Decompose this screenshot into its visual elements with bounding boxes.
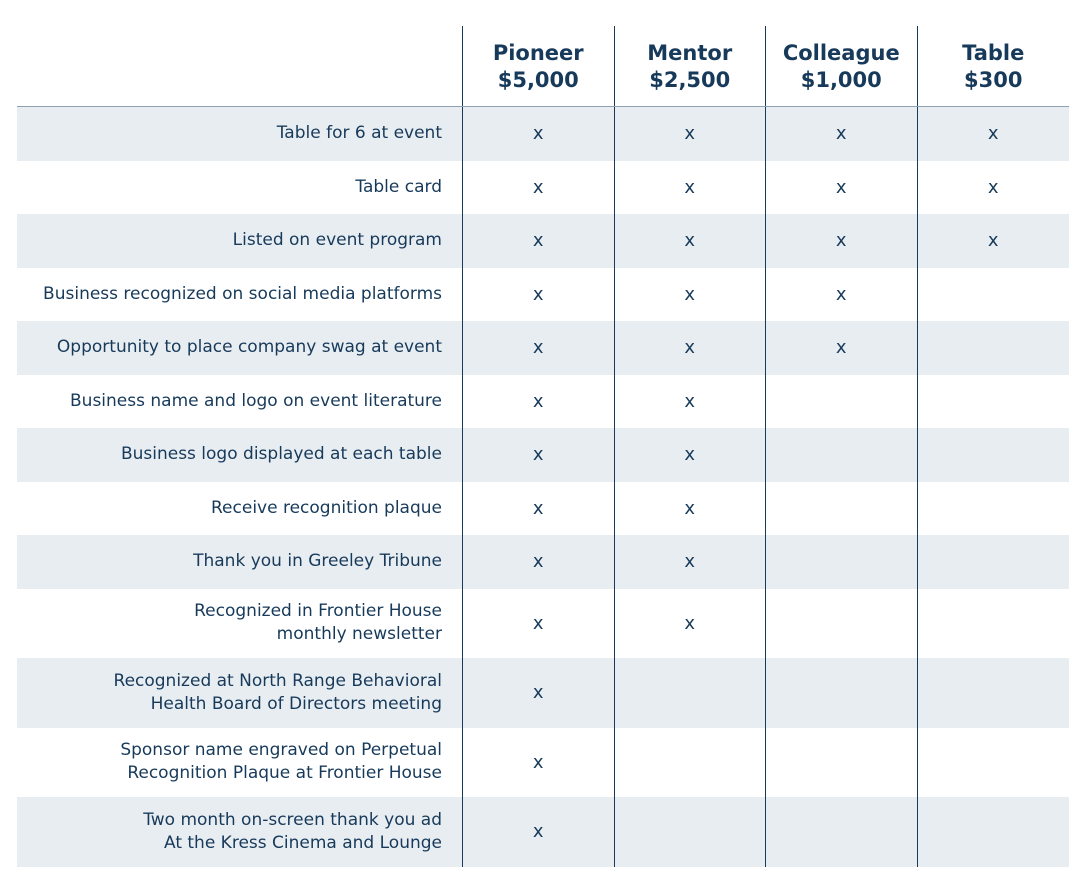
tier-price: $1,000 — [800, 68, 882, 92]
included-mark: x — [532, 390, 544, 412]
benefit-label — [17, 321, 463, 375]
benefit-cell-mentor — [615, 658, 767, 728]
included-mark: x — [684, 390, 696, 412]
benefit-cell-mentor — [615, 107, 767, 161]
included-mark: x — [684, 176, 696, 198]
benefit-cell-mentor — [615, 535, 767, 589]
benefit-cell-mentor — [615, 375, 767, 429]
benefit-cell-pioneer — [463, 589, 615, 659]
benefit-cell-mentor — [615, 589, 767, 659]
benefit-cell-table — [918, 428, 1070, 482]
benefit-row — [17, 214, 1069, 268]
tier-name: Table — [962, 41, 1025, 65]
benefit-cell-colleague — [766, 797, 918, 867]
included-mark: x — [987, 123, 999, 145]
benefit-cell-table — [918, 482, 1070, 536]
included-mark: x — [684, 444, 696, 466]
benefit-label-text: Recognized at North Range Behavioral Health Board of Directors meeting — [113, 670, 442, 714]
benefit-cell-table — [918, 214, 1070, 268]
included-mark: x — [684, 283, 696, 305]
tier-price: $5,000 — [497, 68, 579, 92]
benefit-label — [17, 428, 463, 482]
benefit-cell-pioneer — [463, 214, 615, 268]
benefit-cell-colleague — [766, 161, 918, 215]
benefit-cell-colleague — [766, 268, 918, 322]
benefit-cell-colleague — [766, 428, 918, 482]
benefit-cell-colleague — [766, 728, 918, 798]
benefit-label — [17, 375, 463, 429]
benefit-label-text: Table for 6 at event — [276, 123, 442, 144]
benefit-cell-mentor — [615, 321, 767, 375]
header-row — [17, 26, 1069, 106]
benefit-cell-colleague — [766, 214, 918, 268]
benefit-cell-pioneer — [463, 482, 615, 536]
header-blank-cell — [17, 26, 463, 106]
benefit-label — [17, 797, 463, 867]
benefit-cell-table — [918, 658, 1070, 728]
included-mark: x — [532, 551, 544, 573]
included-mark: x — [532, 612, 544, 634]
benefit-cell-pioneer — [463, 107, 615, 161]
benefit-cell-mentor — [615, 268, 767, 322]
benefit-cell-pioneer — [463, 658, 615, 728]
benefit-cell-table — [918, 589, 1070, 659]
benefit-cell-pioneer — [463, 161, 615, 215]
benefit-cell-colleague — [766, 482, 918, 536]
included-mark: x — [532, 682, 544, 704]
benefit-row — [17, 161, 1069, 215]
benefit-row — [17, 268, 1069, 322]
benefit-cell-table — [918, 375, 1070, 429]
benefit-row — [17, 797, 1069, 867]
benefit-label — [17, 535, 463, 589]
benefit-label-text: Sponsor name engraved on Perpetual Recognition Plaque at Frontier House — [120, 740, 442, 784]
benefit-cell-colleague — [766, 658, 918, 728]
benefit-cell-table — [918, 797, 1070, 867]
benefit-row — [17, 375, 1069, 429]
included-mark: x — [532, 337, 544, 359]
benefit-cell-pioneer — [463, 375, 615, 429]
included-mark: x — [684, 497, 696, 519]
benefit-label — [17, 658, 463, 728]
benefit-label-text: Table card — [355, 176, 442, 197]
benefit-label-text: Business name and logo on event literature — [70, 390, 442, 411]
benefit-row — [17, 535, 1069, 589]
benefit-label — [17, 161, 463, 215]
benefit-label-text: Listed on event program — [232, 230, 442, 251]
included-mark: x — [532, 821, 544, 843]
included-mark: x — [835, 283, 847, 305]
benefit-label — [17, 107, 463, 161]
benefit-label — [17, 268, 463, 322]
tier-name: Colleague — [782, 41, 900, 65]
benefit-label — [17, 589, 463, 659]
tier-name: Mentor — [647, 41, 733, 65]
table-body — [17, 107, 1069, 867]
included-mark: x — [684, 230, 696, 252]
sponsorship-table — [17, 26, 1069, 867]
benefit-row — [17, 482, 1069, 536]
benefit-cell-table — [918, 728, 1070, 798]
benefit-label — [17, 728, 463, 798]
benefit-cell-pioneer — [463, 428, 615, 482]
benefit-label — [17, 482, 463, 536]
benefit-label-text: Business recognized on social media platforms — [43, 283, 442, 304]
included-mark: x — [684, 123, 696, 145]
benefit-row — [17, 107, 1069, 161]
tier-price: $300 — [964, 68, 1023, 92]
included-mark: x — [532, 751, 544, 773]
benefit-label-text: Thank you in Greeley Tribune — [193, 551, 442, 572]
benefit-cell-colleague — [766, 107, 918, 161]
benefit-row — [17, 728, 1069, 798]
tier-header-colleague — [766, 26, 918, 106]
included-mark: x — [532, 497, 544, 519]
benefit-cell-colleague — [766, 375, 918, 429]
benefit-row — [17, 589, 1069, 659]
benefit-cell-mentor — [615, 428, 767, 482]
included-mark: x — [835, 337, 847, 359]
included-mark: x — [987, 230, 999, 252]
benefit-cell-table — [918, 321, 1070, 375]
tier-header-pioneer — [463, 26, 615, 106]
benefit-row — [17, 428, 1069, 482]
benefit-cell-mentor — [615, 214, 767, 268]
benefit-cell-table — [918, 535, 1070, 589]
benefit-cell-pioneer — [463, 321, 615, 375]
included-mark: x — [835, 176, 847, 198]
included-mark: x — [835, 123, 847, 145]
benefit-cell-pioneer — [463, 797, 615, 867]
benefit-cell-mentor — [615, 797, 767, 867]
included-mark: x — [532, 176, 544, 198]
included-mark: x — [835, 230, 847, 252]
tier-header-mentor — [615, 26, 767, 106]
benefit-cell-colleague — [766, 321, 918, 375]
tier-header-table — [918, 26, 1070, 106]
included-mark: x — [532, 444, 544, 466]
included-mark: x — [532, 283, 544, 305]
tier-price: $2,500 — [649, 68, 731, 92]
benefit-cell-table — [918, 161, 1070, 215]
benefit-cell-colleague — [766, 535, 918, 589]
benefit-cell-colleague — [766, 589, 918, 659]
benefit-label — [17, 214, 463, 268]
benefit-cell-mentor — [615, 728, 767, 798]
benefit-label-text: Receive recognition plaque — [211, 497, 442, 518]
included-mark: x — [684, 612, 696, 634]
benefit-cell-mentor — [615, 161, 767, 215]
benefit-cell-table — [918, 268, 1070, 322]
benefit-row — [17, 321, 1069, 375]
benefit-label-text: Recognized in Frontier House monthly newsletter — [194, 601, 442, 645]
benefit-label-text: Opportunity to place company swag at event — [56, 337, 442, 358]
included-mark: x — [987, 176, 999, 198]
benefit-cell-pioneer — [463, 535, 615, 589]
benefit-cell-pioneer — [463, 268, 615, 322]
included-mark: x — [532, 123, 544, 145]
included-mark: x — [532, 230, 544, 252]
benefit-cell-mentor — [615, 482, 767, 536]
included-mark: x — [684, 337, 696, 359]
tier-name: Pioneer — [492, 41, 584, 65]
benefit-label-text: Two month on-screen thank you ad At the Kress Cinema and Lounge — [143, 809, 442, 853]
benefit-cell-table — [918, 107, 1070, 161]
benefit-cell-pioneer — [463, 728, 615, 798]
included-mark: x — [684, 551, 696, 573]
benefit-label-text: Business logo displayed at each table — [120, 444, 442, 465]
benefit-row — [17, 658, 1069, 728]
